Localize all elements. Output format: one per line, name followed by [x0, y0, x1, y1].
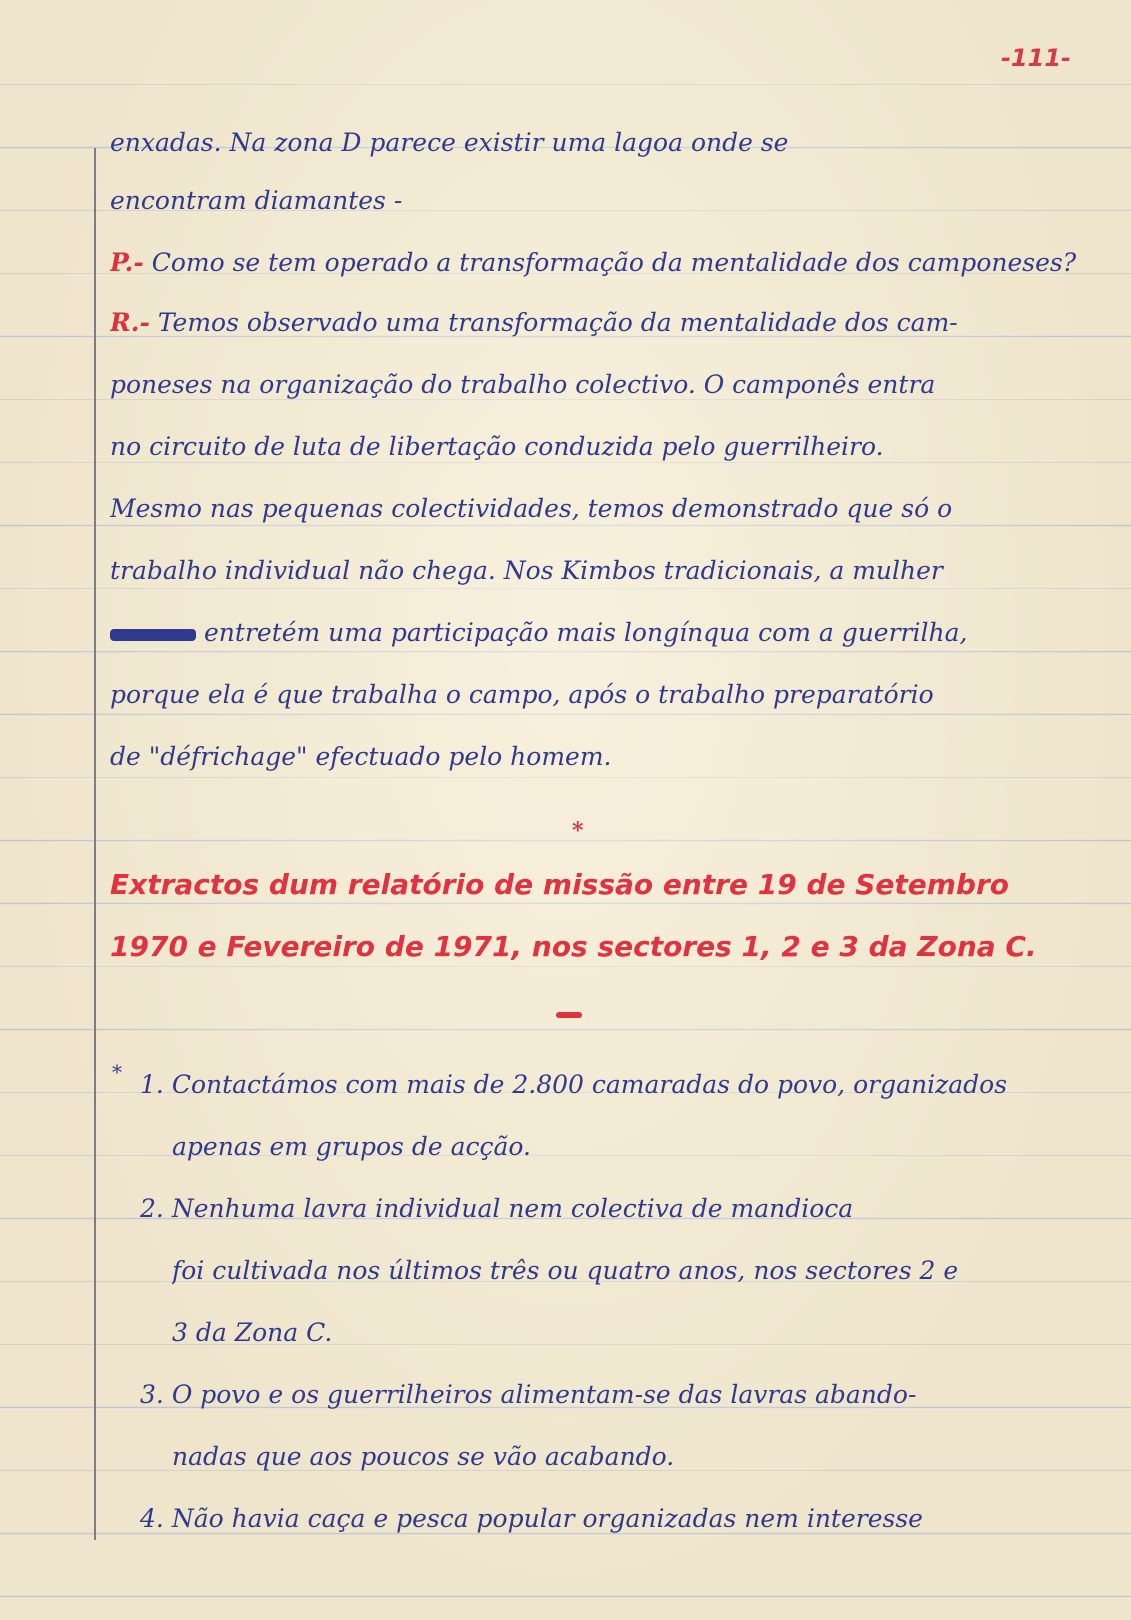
page-number: -111- — [1000, 44, 1071, 72]
text-line-1: enxadas. Na zona D parece existir uma lagoa onde se — [110, 128, 789, 157]
list-item-text: Não havia caça e pesca popular organizadas nem interesse — [171, 1504, 923, 1533]
list-item-2-cont-2: 3 da Zona C. — [172, 1318, 333, 1347]
question-line — [110, 248, 1120, 277]
text-line-5: poneses na organização do trabalho colectivo. O camponês entra — [110, 370, 936, 399]
list-item-text: Nenhuma lavra individual nem colectiva de mandioca — [171, 1194, 854, 1223]
list-item-2 — [140, 1194, 1120, 1223]
text-line-11: de "défrichage" efectuado pelo homem. — [110, 742, 612, 771]
text-line-9-content: entretém uma participação mais longínqua com a guerrilha, — [204, 618, 968, 647]
answer-marker: R.- — [110, 308, 150, 337]
answer-line — [110, 308, 1120, 337]
section-title-line-2: 1970 e Fevereiro de 1971, nos sectores 1, 2 e 3 da Zona C. — [110, 930, 1037, 963]
separator-star: * — [572, 818, 584, 844]
list-item-number: 1. — [140, 1070, 164, 1099]
list-item-4 — [140, 1504, 1120, 1533]
list-item-1-cont: apenas em grupos de acção. — [172, 1132, 531, 1161]
text-line-9 — [110, 618, 1120, 647]
text-line-10: porque ela é que trabalha o campo, após o trabalho preparatório — [110, 680, 934, 709]
text-line-2: encontram diamantes - — [110, 186, 403, 215]
list-item-3-cont: nadas que aos poucos se vão acabando. — [172, 1442, 675, 1471]
list-star: * — [112, 1060, 122, 1084]
section-title-line-1: Extractos dum relatório de missão entre 19 de Setembro — [110, 868, 1010, 901]
separator-dash — [556, 1012, 582, 1018]
crossed-out-word — [110, 629, 196, 641]
question-text: Como se tem operado a transformação da mentalidade dos camponeses? — [151, 248, 1077, 277]
text-line-6: no circuito de luta de libertação conduzida pelo guerrilheiro. — [110, 432, 884, 461]
list-item-number: 2. — [140, 1194, 164, 1223]
list-item-number: 4. — [140, 1504, 164, 1533]
text-line-7: Mesmo nas pequenas colectividades, temos demonstrado que só o — [110, 494, 953, 523]
question-marker: P.- — [110, 248, 144, 277]
list-item-1 — [140, 1070, 1120, 1099]
list-item-2-cont-1: foi cultivada nos últimos três ou quatro anos, nos sectores 2 e — [172, 1256, 959, 1285]
answer-text: Temos observado uma transformação da mentalidade dos cam- — [157, 308, 958, 337]
list-item-number: 3. — [140, 1380, 164, 1409]
text-line-8: trabalho individual não chega. Nos Kimbos tradicionais, a mulher — [110, 556, 943, 585]
list-item-text: Contactámos com mais de 2.800 camaradas do povo, organizados — [171, 1070, 1008, 1099]
list-item-3 — [140, 1380, 1120, 1409]
margin-line — [94, 148, 96, 1540]
list-item-text: O povo e os guerrilheiros alimentam-se das lavras abando- — [171, 1380, 917, 1409]
